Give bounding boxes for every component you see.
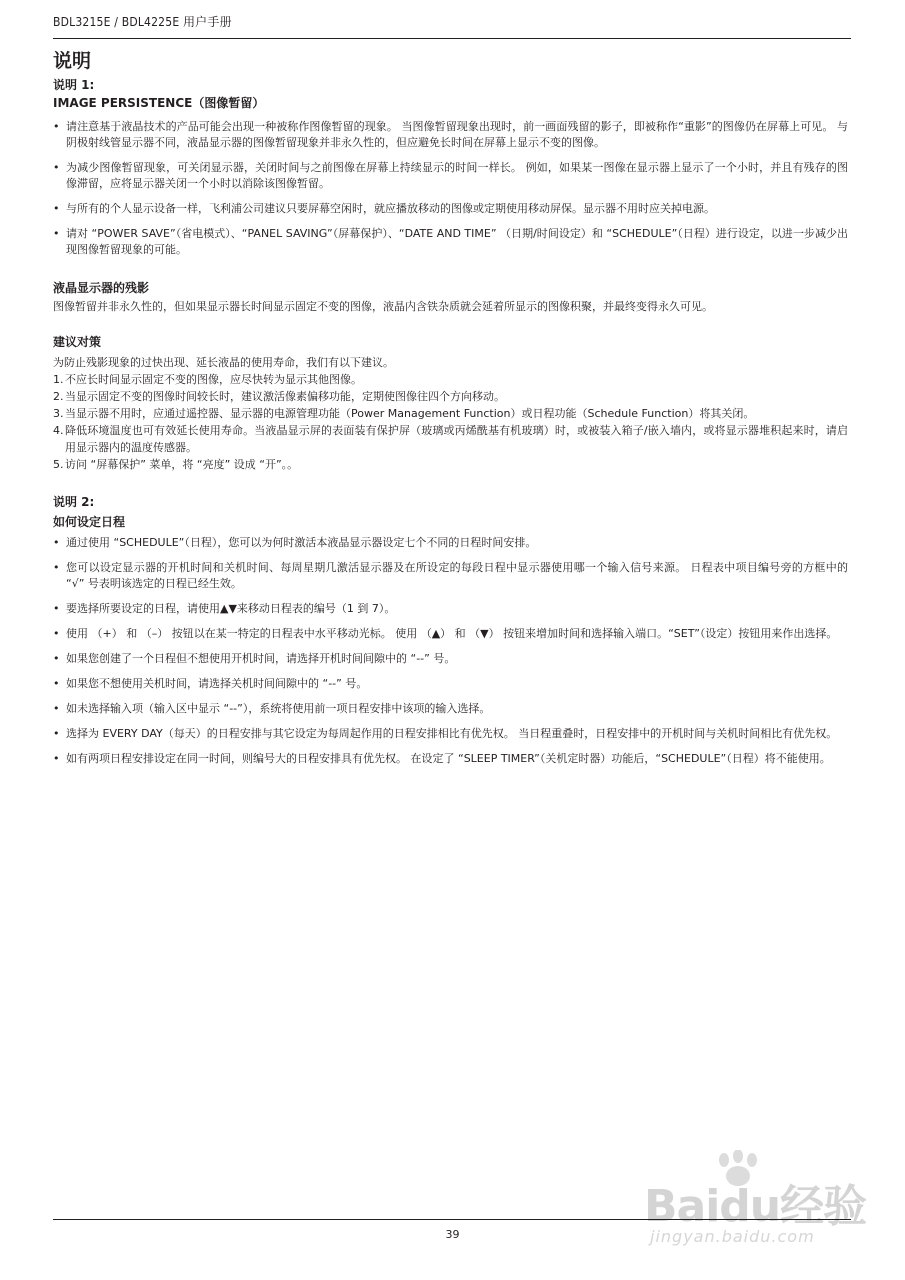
- document-header: BDL3215E / BDL4225E 用户手册: [53, 15, 232, 29]
- list-item: [53, 160, 848, 192]
- list-item-text: 如果您创建了一个日程但不想使用开机时间，请选择开机时间间隙中的 “--” 号。: [66, 652, 456, 665]
- list-item-text: 选择为 EVERY DAY（每天）的日程安排与其它设定为每周起作用的日程安排相比有优先权。 当日程重叠时，日程安排中的开机时间与关机时间相比有优先权。: [66, 727, 838, 740]
- advice-intro: 为防止残影现象的过快出现、延长液晶的使用寿命，我们有以下建议。: [53, 356, 394, 369]
- page-title: 说明: [53, 50, 92, 72]
- list-number: 1.: [53, 373, 64, 386]
- schedule-title: 如何设定日程: [53, 515, 126, 529]
- bullet-icon: •: [53, 702, 60, 715]
- advice-title: 建议对策: [53, 335, 102, 349]
- bullet-icon: •: [53, 227, 60, 240]
- list-item: [53, 422, 848, 456]
- list-item-text: 请注意基于液晶技术的产品可能会出现一种被称作图像暂留的现象。 当图像暂留现象出现时，前一画面残留的影子，即被称作“重影”的图像仍在屏幕上可见。 与阴极射线管显示器不同，液晶显示器的图像暂留现象并非永久性的，但应避免长时间在屏幕上显示不变的图像。: [66, 120, 848, 149]
- image-persistence-list: [53, 119, 848, 258]
- list-item: [53, 651, 848, 667]
- bullet-icon: •: [53, 120, 60, 133]
- list-number: 3.: [53, 407, 64, 420]
- list-item: [53, 701, 848, 717]
- list-item: [53, 535, 848, 551]
- schedule-list: [53, 535, 848, 767]
- advice-list: [53, 371, 848, 473]
- list-item: [53, 676, 848, 692]
- list-item: [53, 560, 848, 592]
- list-item-text: 与所有的个人显示设备一样，飞利浦公司建议只要屏幕空闲时，就应播放移动的图像或定期使用移动屏保。显示器不用时应关掉电源。: [66, 202, 715, 215]
- list-item: [53, 751, 848, 767]
- list-item-text: 当显示固定不变的图像时间较长时，建议激活像素偏移功能，定期使图像往四个方向移动。: [65, 390, 505, 403]
- list-item-text: 如未选择输入项（输入区中显示 “--”），系统将使用前一项日程安排中该项的输入选择。: [66, 702, 491, 715]
- image-persistence-title: IMAGE PERSISTENCE（图像暂留）: [53, 96, 265, 110]
- list-item: [53, 201, 848, 217]
- list-number: 5.: [53, 458, 64, 471]
- list-number: 4.: [53, 424, 64, 437]
- bullet-icon: •: [53, 752, 60, 765]
- page-number: 39: [445, 1228, 460, 1241]
- list-item: [53, 626, 848, 642]
- list-item-text: 如果您不想使用关机时间，请选择关机时间间隙中的 “--” 号。: [66, 677, 368, 690]
- watermark-logo: Baidu经验: [644, 1181, 867, 1232]
- list-number: 2.: [53, 390, 64, 403]
- list-item: [53, 371, 848, 388]
- list-item: [53, 226, 848, 258]
- bullet-icon: •: [53, 602, 60, 615]
- list-item-text: 您可以设定显示器的开机时间和关机时间、每周星期几激活显示器及在所设定的每段日程中显示器使用哪一个输入信号来源。 日程表中项目编号旁的方框中的 “√” 号表明该选定的日程已经生效。: [66, 561, 848, 590]
- footer-divider: [53, 1219, 851, 1220]
- watermark-url: jingyan.baidu.com: [650, 1227, 815, 1246]
- bullet-icon: •: [53, 677, 60, 690]
- bullet-icon: •: [53, 727, 60, 740]
- residue-text: 图像暂留并非永久性的，但如果显示器长时间显示固定不变的图像，液晶内含铁杂质就会延着所显示的图像积聚，并最终变得永久可见。: [53, 300, 713, 313]
- list-item-text: 访问 “屏幕保护” 菜单，将 “亮度” 设成 “开”。。: [65, 458, 299, 471]
- list-item-text: 使用 （+） 和 （–） 按钮以在某一特定的日程表中水平移动光标。 使用 （▲） 和 （▼） 按钮来增加时间和选择输入端口。“SET”（设定）按钮用来作出选择。: [66, 627, 838, 640]
- list-item: [53, 388, 848, 405]
- note-2-label: 说明 2:: [53, 495, 95, 509]
- list-item-text: 降低环境温度也可有效延长使用寿命。当液晶显示屏的表面装有保护屏（玻璃或丙烯酰基有机玻璃）时，或被装入箱子/嵌入墙内，或将显示器堆积起来时，请启用显示器内的温度传感器。: [65, 424, 848, 454]
- bullet-icon: •: [53, 202, 60, 215]
- list-item: [53, 405, 848, 422]
- note-1-label: 说明 1:: [53, 78, 95, 92]
- bullet-icon: •: [53, 561, 60, 574]
- list-item-text: 不应长时间显示固定不变的图像，应尽快转为显示其他图像。: [65, 373, 362, 386]
- bullet-icon: •: [53, 627, 60, 640]
- bullet-icon: •: [53, 536, 60, 549]
- list-item-text: 通过使用 “SCHEDULE”（日程），您可以为何时激活本液晶显示器设定七个不同的日程时间安排。: [66, 536, 537, 549]
- list-item-text: 如有两项日程安排设定在同一时间，则编号大的日程安排具有优先权。 在设定了 “SLEEP TIMER”（关机定时器）功能后，“SCHEDULE”（日程）将不能使用。: [66, 752, 831, 765]
- bullet-icon: •: [53, 652, 60, 665]
- list-item-text: 当显示器不用时，应通过遥控器、显示器的电源管理功能（Power Management Function）或日程功能（Schedule Function）将其关闭。: [65, 407, 755, 420]
- list-item: [53, 119, 848, 151]
- list-item-text: 请对 “POWER SAVE”（省电模式）、“PANEL SAVING”（屏幕保护）、“DATE AND TIME” （日期/时间设定）和 “SCHEDULE”（日程）进行设定，以进一步减少出现图像暂留现象的可能。: [66, 227, 848, 256]
- list-item-text: 要选择所要设定的日程，请使用▲▼来移动日程表的编号（1 到 7）。: [66, 602, 396, 615]
- list-item: [53, 601, 848, 617]
- header-divider: [53, 38, 851, 39]
- list-item-text: 为减少图像暂留现象，可关闭显示器，关闭时间与之前图像在屏幕上持续显示的时间一样长。 例如，如果某一图像在显示器上显示了一个小时，并且有残存的图像滞留，应将显示器关闭一个小时以消除该图像暂留。: [66, 161, 848, 190]
- residue-title: 液晶显示器的残影: [53, 281, 150, 295]
- page-content: [53, 48, 848, 767]
- bullet-icon: •: [53, 161, 60, 174]
- list-item: [53, 456, 848, 473]
- list-item: [53, 726, 848, 742]
